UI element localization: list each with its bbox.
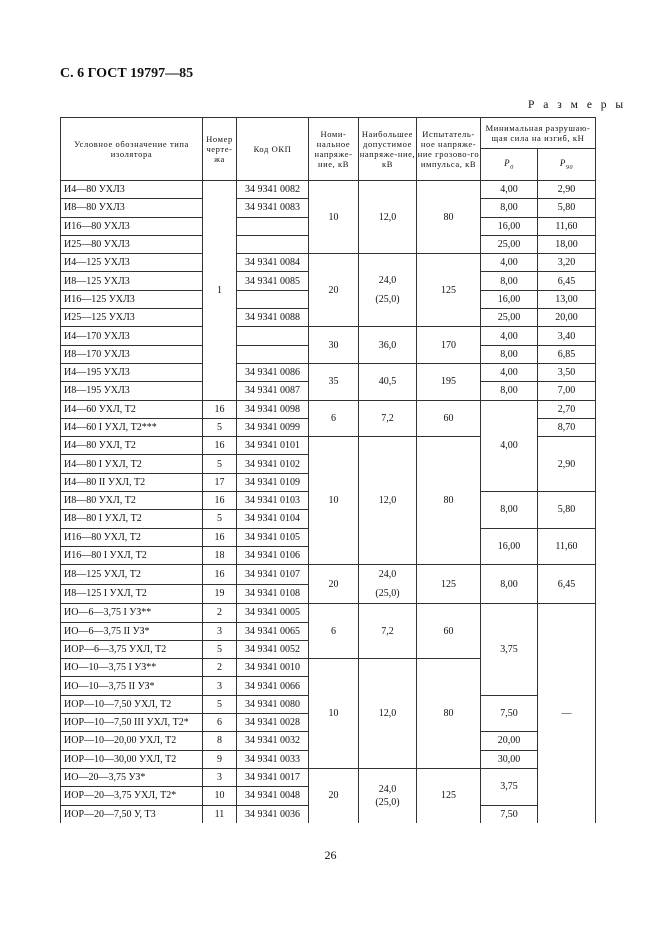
drawing-cell: 3	[203, 622, 237, 640]
drawing-cell: 5	[203, 695, 237, 713]
p90-cell: 8,70	[538, 418, 596, 436]
drawing-cell: 9	[203, 750, 237, 768]
drawing-cell: 1	[203, 181, 237, 401]
drawing-cell: 5	[203, 640, 237, 658]
nominal-cell: 20	[309, 254, 359, 327]
max-voltage-cell: 24,0 (25,0)	[359, 768, 417, 822]
okp-cell: 34 9341 0099	[237, 418, 309, 436]
okp-cell: 34 9341 0082	[237, 181, 309, 199]
drawing-cell: 3	[203, 677, 237, 695]
table-row-name: И8—125 УХЛ3	[61, 272, 203, 290]
drawing-cell: 19	[203, 584, 237, 604]
col-p90: $P_{90}$	[538, 149, 596, 181]
p0-cell: 4,00	[481, 181, 538, 199]
max-voltage-cell: 12,0	[359, 437, 417, 565]
col-test-voltage: Испытатель-ное напряже-ние грозово-го импульса, кВ	[417, 118, 481, 181]
table-row-name: ИО—10—3,75 I УЗ**	[61, 659, 203, 677]
table-row-name: И16—80 УХЛ, Т2	[61, 528, 203, 546]
p90-cell: 2,70	[538, 400, 596, 418]
drawing-cell: 18	[203, 546, 237, 564]
drawing-cell: 10	[203, 787, 237, 805]
okp-cell: 34 9341 0065	[237, 622, 309, 640]
max-voltage-cell: 36,0	[359, 327, 417, 364]
p0-cell: 8,00	[481, 565, 538, 604]
table-row-name: И4—125 УХЛ3	[61, 254, 203, 272]
drawing-cell: 8	[203, 732, 237, 750]
table-row-name: ИОР—10—7,50 УХЛ, Т2	[61, 695, 203, 713]
okp-cell: 34 9341 0005	[237, 604, 309, 622]
p90-cell: 20,00	[538, 309, 596, 327]
p0-cell: 20,00	[481, 732, 538, 750]
okp-cell	[237, 327, 309, 345]
okp-cell: 34 9341 0103	[237, 492, 309, 510]
p90-cell: 11,60	[538, 528, 596, 565]
drawing-cell: 17	[203, 473, 237, 491]
okp-cell: 34 9341 0084	[237, 254, 309, 272]
table-row-name: И8—125 I УХЛ, Т2	[61, 584, 203, 604]
nominal-cell: 10	[309, 181, 359, 254]
p0-cell: 30,00	[481, 750, 538, 768]
nominal-cell: 10	[309, 437, 359, 565]
nominal-cell: 35	[309, 363, 359, 400]
p0-cell: 4,00	[481, 254, 538, 272]
max-voltage-cell: 12,0	[359, 659, 417, 769]
p0-cell: 25,00	[481, 235, 538, 253]
drawing-cell: 16	[203, 565, 237, 585]
nominal-cell: 20	[309, 565, 359, 604]
nominal-cell: 10	[309, 659, 359, 769]
p90-cell: 5,80	[538, 199, 596, 217]
p90-cell: 3,20	[538, 254, 596, 272]
okp-cell: 34 9341 0052	[237, 640, 309, 658]
table-row-name: И8—80 УХЛ3	[61, 199, 203, 217]
p0-cell: 4,00	[481, 327, 538, 345]
okp-cell: 34 9341 0017	[237, 768, 309, 786]
col-nominal-voltage: Номи-нальное напряже-ние, кВ	[309, 118, 359, 181]
p0-cell: 7,50	[481, 695, 538, 732]
table-row-name: И8—80 I УХЛ, Т2	[61, 510, 203, 528]
okp-cell	[237, 217, 309, 235]
okp-cell: 34 9341 0109	[237, 473, 309, 491]
table-row-name: ИОР—10—30,00 УХЛ, Т2	[61, 750, 203, 768]
col-max-voltage: Наибольшее допустимое напряже-ние, кВ	[359, 118, 417, 181]
nominal-cell: 6	[309, 604, 359, 659]
p90-cell: 3,50	[538, 363, 596, 381]
okp-cell: 34 9341 0032	[237, 732, 309, 750]
okp-cell: 34 9341 0033	[237, 750, 309, 768]
col-designation: Условное обозначение типа изолятора	[61, 118, 203, 181]
drawing-cell: 5	[203, 418, 237, 436]
p90-cell: 3,40	[538, 327, 596, 345]
table-row-name: ИО—6—3,75 I УЗ**	[61, 604, 203, 622]
col-drawing: Номер черте-жа	[203, 118, 237, 181]
table-row-name: ИО—6—3,75 II УЗ*	[61, 622, 203, 640]
okp-cell: 34 9341 0086	[237, 363, 309, 381]
insulator-table	[60, 117, 596, 823]
table-row-name: ИОР—6—3,75 УХЛ, Т2	[61, 640, 203, 658]
sizes-label: Р а з м е р ы	[528, 99, 627, 111]
table-row-name: И8—170 УХЛ3	[61, 345, 203, 363]
table-row-name: И25—80 УХЛ3	[61, 235, 203, 253]
p0-cell: 8,00	[481, 272, 538, 290]
test-voltage-cell: 60	[417, 604, 481, 659]
drawing-cell: 11	[203, 805, 237, 823]
okp-cell	[237, 290, 309, 308]
p90-cell: 18,00	[538, 235, 596, 253]
nominal-cell: 20	[309, 768, 359, 822]
table-row-name: И4—80 УХЛ3	[61, 181, 203, 199]
p90-cell: 2,90	[538, 181, 596, 199]
table-row-name: ИО—20—3,75 УЗ*	[61, 768, 203, 786]
table-row-name: ИОР—20—3,75 УХЛ, Т2*	[61, 787, 203, 805]
okp-cell: 34 9341 0048	[237, 787, 309, 805]
drawing-cell: 5	[203, 510, 237, 528]
p90-cell: 13,00	[538, 290, 596, 308]
okp-cell: 34 9341 0066	[237, 677, 309, 695]
table-row-name: ИОР—20—7,50 У, Т3	[61, 805, 203, 823]
drawing-cell: 16	[203, 400, 237, 418]
drawing-cell: 3	[203, 768, 237, 786]
p0-cell: 3,75	[481, 768, 538, 805]
test-voltage-cell: 125	[417, 565, 481, 604]
table-row-name: И4—60 I УХЛ, Т2***	[61, 418, 203, 436]
p0-cell: 8,00	[481, 382, 538, 400]
okp-cell: 34 9341 0083	[237, 199, 309, 217]
okp-cell: 34 9341 0028	[237, 714, 309, 732]
okp-cell: 34 9341 0088	[237, 309, 309, 327]
test-voltage-cell: 60	[417, 400, 481, 437]
okp-cell	[237, 345, 309, 363]
col-min-force: Минимальная разрушаю-щая сила на изгиб, кН	[481, 118, 596, 149]
okp-cell: 34 9341 0104	[237, 510, 309, 528]
table-row-name: И4—80 I УХЛ, Т2	[61, 455, 203, 473]
col-okp: Код ОКП	[237, 118, 309, 181]
table-row-name: И25—125 УХЛ3	[61, 309, 203, 327]
okp-cell: 34 9341 0010	[237, 659, 309, 677]
table-row-name: ИО—10—3,75 II УЗ*	[61, 677, 203, 695]
drawing-cell: 16	[203, 528, 237, 546]
okp-cell: 34 9341 0102	[237, 455, 309, 473]
okp-cell	[237, 235, 309, 253]
okp-cell: 34 9341 0080	[237, 695, 309, 713]
max-voltage-cell: 24,0 (25,0)	[359, 254, 417, 327]
p90-cell: 2,90	[538, 437, 596, 492]
max-voltage-cell: 7,2	[359, 400, 417, 437]
p0-cell: 8,00	[481, 492, 538, 529]
p0-cell: 16,00	[481, 528, 538, 565]
p90-cell: 6,85	[538, 345, 596, 363]
p0-cell: 8,00	[481, 345, 538, 363]
table-row-name: ИОР—10—20,00 УХЛ, Т2	[61, 732, 203, 750]
test-voltage-cell: 80	[417, 437, 481, 565]
okp-cell: 34 9341 0105	[237, 528, 309, 546]
p90-cell: 6,45	[538, 565, 596, 604]
p0-cell: 4,00	[481, 363, 538, 381]
okp-cell: 34 9341 0108	[237, 584, 309, 604]
col-p0: $P_0$	[481, 149, 538, 181]
page-number: 26	[324, 848, 337, 862]
p0-cell: 25,00	[481, 309, 538, 327]
okp-cell: 34 9341 0106	[237, 546, 309, 564]
drawing-cell: 6	[203, 714, 237, 732]
table-row-name: И4—195 УХЛ3	[61, 363, 203, 381]
test-voltage-cell: 170	[417, 327, 481, 364]
nominal-cell: 6	[309, 400, 359, 437]
drawing-cell: 2	[203, 604, 237, 622]
test-voltage-cell: 125	[417, 768, 481, 822]
p0-cell: 8,00	[481, 199, 538, 217]
drawing-cell: 2	[203, 659, 237, 677]
test-voltage-cell: 80	[417, 659, 481, 769]
p90-cell: 7,00	[538, 382, 596, 400]
table-row-name: И16—80 I УХЛ, Т2	[61, 546, 203, 564]
page-header: С. 6 ГОСТ 19797—85	[60, 66, 194, 81]
p0-cell: 16,00	[481, 217, 538, 235]
table-row-name: И16—80 УХЛ3	[61, 217, 203, 235]
table-row-name: И8—125 УХЛ, Т2	[61, 565, 203, 585]
table-row-name: И16—125 УХЛ3	[61, 290, 203, 308]
test-voltage-cell: 125	[417, 254, 481, 327]
max-voltage-cell: 24,0 (25,0)	[359, 565, 417, 604]
p0-cell: 4,00	[481, 400, 538, 491]
p90-cell: 6,45	[538, 272, 596, 290]
p90-cell: —	[538, 604, 596, 823]
drawing-cell: 5	[203, 455, 237, 473]
test-voltage-cell: 80	[417, 181, 481, 254]
drawing-cell: 16	[203, 492, 237, 510]
okp-cell: 34 9341 0101	[237, 437, 309, 455]
p0-cell: 7,50	[481, 805, 538, 823]
table-row-name: И4—170 УХЛ3	[61, 327, 203, 345]
table-row-name: ИОР—10—7,50 III УХЛ, Т2*	[61, 714, 203, 732]
p90-cell: 11,60	[538, 217, 596, 235]
table-row-name: И4—80 II УХЛ, Т2	[61, 473, 203, 491]
p90-cell: 5,80	[538, 492, 596, 529]
table-row-name: И8—80 УХЛ, Т2	[61, 492, 203, 510]
p0-cell: 3,75	[481, 604, 538, 695]
max-voltage-cell: 7,2	[359, 604, 417, 659]
okp-cell: 34 9341 0087	[237, 382, 309, 400]
drawing-cell: 16	[203, 437, 237, 455]
table-row-name: И8—195 УХЛ3	[61, 382, 203, 400]
table-row-name: И4—60 УХЛ, Т2	[61, 400, 203, 418]
okp-cell: 34 9341 0107	[237, 565, 309, 585]
okp-cell: 34 9341 0036	[237, 805, 309, 823]
table-row-name: И4—80 УХЛ, Т2	[61, 437, 203, 455]
p0-cell: 16,00	[481, 290, 538, 308]
test-voltage-cell: 195	[417, 363, 481, 400]
max-voltage-cell: 12,0	[359, 181, 417, 254]
okp-cell: 34 9341 0085	[237, 272, 309, 290]
max-voltage-cell: 40,5	[359, 363, 417, 400]
okp-cell: 34 9341 0098	[237, 400, 309, 418]
nominal-cell: 30	[309, 327, 359, 364]
